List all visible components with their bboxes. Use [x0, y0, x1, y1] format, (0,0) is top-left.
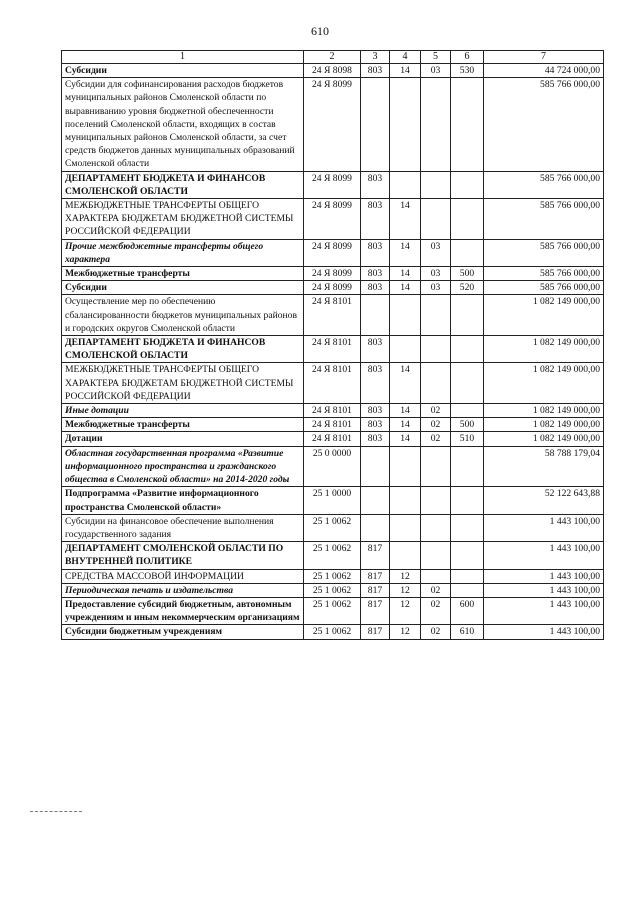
row-col3: 817 [361, 597, 390, 624]
row-col4: 14 [390, 363, 421, 404]
row-col4 [390, 542, 421, 569]
row-col6 [451, 569, 484, 583]
row-col5 [421, 295, 451, 336]
row-name: Дотации [62, 432, 304, 446]
row-col5 [421, 363, 451, 404]
row-col6 [451, 487, 484, 514]
row-name: Субсидии [62, 281, 304, 295]
row-name: Прочие межбюджетные трансферты общего характера [62, 239, 304, 266]
row-col4 [390, 514, 421, 541]
row-name: Межбюджетные трансферты [62, 418, 304, 432]
row-code: 24 Я 8099 [304, 239, 361, 266]
row-col3: 803 [361, 239, 390, 266]
row-col3: 803 [361, 171, 390, 198]
row-amount: 1 082 149 000,00 [484, 363, 604, 404]
row-amount: 44 724 000,00 [484, 64, 604, 78]
row-amount: 585 766 000,00 [484, 281, 604, 295]
row-code: 24 Я 8099 [304, 78, 361, 171]
row-col5 [421, 514, 451, 541]
column-header: 2 [304, 51, 361, 64]
column-header: 7 [484, 51, 604, 64]
row-col4 [390, 336, 421, 363]
row-col3: 803 [361, 432, 390, 446]
row-amount: 1 443 100,00 [484, 569, 604, 583]
row-col6 [451, 583, 484, 597]
table-row [62, 363, 604, 404]
table-row [62, 404, 604, 418]
row-amount: 1 443 100,00 [484, 583, 604, 597]
column-header: 5 [421, 51, 451, 64]
column-header: 4 [390, 51, 421, 64]
row-col4: 14 [390, 239, 421, 266]
row-col4: 14 [390, 432, 421, 446]
row-col3 [361, 295, 390, 336]
row-col5 [421, 336, 451, 363]
table-row [62, 432, 604, 446]
row-amount: 585 766 000,00 [484, 239, 604, 266]
row-name: СРЕДСТВА МАССОВОЙ ИНФОРМАЦИИ [62, 569, 304, 583]
table-row [62, 239, 604, 266]
row-name: Субсидии на финансовое обеспечение выполнения государственного задания [62, 514, 304, 541]
row-amount: 1 082 149 000,00 [484, 418, 604, 432]
row-amount: 1 082 149 000,00 [484, 295, 604, 336]
row-col6: 530 [451, 64, 484, 78]
table-row [62, 281, 604, 295]
table-row [62, 542, 604, 569]
row-col4: 14 [390, 267, 421, 281]
row-name: Субсидии бюджетным учреждениям [62, 625, 304, 639]
row-col4: 14 [390, 199, 421, 240]
row-col5: 03 [421, 281, 451, 295]
row-name: МЕЖБЮДЖЕТНЫЕ ТРАНСФЕРТЫ ОБЩЕГО ХАРАКТЕРА БЮДЖЕТАМ БЮДЖЕТНОЙ СИСТЕМЫ РОССИЙСКОЙ ФЕДЕРАЦИИ [62, 199, 304, 240]
row-name: Областная государственная программа «Развитие информационного пространства и гражданского общества в Смоленской области» на 2014-2020 годы [62, 446, 304, 487]
row-col3: 803 [361, 363, 390, 404]
table-row [62, 267, 604, 281]
row-col6 [451, 239, 484, 266]
row-col3 [361, 78, 390, 171]
row-amount: 1 082 149 000,00 [484, 404, 604, 418]
row-name: ДЕПАРТАМЕНТ БЮДЖЕТА И ФИНАНСОВ СМОЛЕНСКОЙ ОБЛАСТИ [62, 171, 304, 198]
table-row [62, 171, 604, 198]
row-col5 [421, 171, 451, 198]
row-code: 24 Я 8098 [304, 64, 361, 78]
row-col3: 817 [361, 583, 390, 597]
row-col6: 510 [451, 432, 484, 446]
row-col5: 03 [421, 267, 451, 281]
table-row [62, 336, 604, 363]
row-code: 24 Я 8099 [304, 281, 361, 295]
row-amount: 1 082 149 000,00 [484, 432, 604, 446]
row-code: 25 1 0062 [304, 625, 361, 639]
row-col6 [451, 404, 484, 418]
row-name: ДЕПАРТАМЕНТ БЮДЖЕТА И ФИНАНСОВ СМОЛЕНСКОЙ ОБЛАСТИ [62, 336, 304, 363]
row-amount: 1 443 100,00 [484, 514, 604, 541]
row-col4: 12 [390, 597, 421, 624]
row-amount: 585 766 000,00 [484, 199, 604, 240]
row-col3: 817 [361, 569, 390, 583]
row-code: 24 Я 8101 [304, 432, 361, 446]
row-col4 [390, 78, 421, 171]
row-amount: 1 443 100,00 [484, 542, 604, 569]
table-row [62, 418, 604, 432]
page-number: 610 [311, 24, 329, 38]
row-code: 24 Я 8099 [304, 267, 361, 281]
row-col5: 03 [421, 239, 451, 266]
row-col4 [390, 487, 421, 514]
row-col3: 803 [361, 336, 390, 363]
row-amount: 585 766 000,00 [484, 78, 604, 171]
row-col3: 803 [361, 418, 390, 432]
row-col5: 02 [421, 625, 451, 639]
table-row [62, 446, 604, 487]
budget-table [61, 50, 604, 640]
row-code: 25 0 0000 [304, 446, 361, 487]
row-amount: 1 082 149 000,00 [484, 336, 604, 363]
row-col4: 14 [390, 418, 421, 432]
row-name: Межбюджетные трансферты [62, 267, 304, 281]
row-name: ДЕПАРТАМЕНТ СМОЛЕНСКОЙ ОБЛАСТИ ПО ВНУТРЕННЕЙ ПОЛИТИКЕ [62, 542, 304, 569]
row-col3: 803 [361, 281, 390, 295]
row-name: Иные дотации [62, 404, 304, 418]
row-code: 24 Я 8101 [304, 404, 361, 418]
table-row [62, 78, 604, 171]
row-col5 [421, 199, 451, 240]
table-header-row [62, 51, 604, 64]
table-row [62, 199, 604, 240]
row-col6: 500 [451, 267, 484, 281]
row-code: 25 1 0062 [304, 597, 361, 624]
row-code: 25 1 0000 [304, 487, 361, 514]
row-col3: 803 [361, 199, 390, 240]
row-col3 [361, 487, 390, 514]
row-col5: 03 [421, 64, 451, 78]
row-amount: 52 122 643,88 [484, 487, 604, 514]
row-code: 25 1 0062 [304, 514, 361, 541]
row-code: 24 Я 8101 [304, 418, 361, 432]
row-col3: 817 [361, 542, 390, 569]
row-col4: 12 [390, 569, 421, 583]
row-col5: 02 [421, 583, 451, 597]
table-row [62, 583, 604, 597]
row-code: 25 1 0062 [304, 583, 361, 597]
row-col5 [421, 446, 451, 487]
table-row [62, 514, 604, 541]
row-col6: 610 [451, 625, 484, 639]
row-col4: 14 [390, 281, 421, 295]
row-code: 24 Я 8101 [304, 363, 361, 404]
row-col6: 520 [451, 281, 484, 295]
row-code: 24 Я 8101 [304, 295, 361, 336]
row-name: Осуществление мер по обеспечению сбалансированности бюджетов муниципальных районов и городских округов Смоленской области [62, 295, 304, 336]
row-col4: 14 [390, 404, 421, 418]
row-col3: 817 [361, 625, 390, 639]
row-name: Субсидии для софинансирования расходов бюджетов муниципальных районов Смоленской области по выравниванию уровня бюджетной обеспеченности поселений Смоленской области, входящих в состав муниципальных районов Смоленской области, за счет средств бюджетов данных муниципальных образований Смоленской области [62, 78, 304, 171]
row-col6 [451, 78, 484, 171]
row-col6 [451, 514, 484, 541]
row-col4: 14 [390, 64, 421, 78]
row-col5: 02 [421, 597, 451, 624]
row-col3: 803 [361, 404, 390, 418]
row-col6 [451, 363, 484, 404]
row-col5 [421, 542, 451, 569]
row-col3: 803 [361, 267, 390, 281]
row-col6 [451, 295, 484, 336]
column-header: 6 [451, 51, 484, 64]
table-row [62, 295, 604, 336]
row-name: Предоставление субсидий бюджетным, автономным учреждениям и иным некоммерческим организациям [62, 597, 304, 624]
table-row [62, 625, 604, 639]
row-name: Подпрограмма «Развитие информационного пространства Смоленской области» [62, 487, 304, 514]
row-amount: 1 443 100,00 [484, 625, 604, 639]
row-amount: 585 766 000,00 [484, 267, 604, 281]
column-header: 3 [361, 51, 390, 64]
scan-artifact-line [30, 811, 82, 812]
row-col6 [451, 446, 484, 487]
row-col6 [451, 199, 484, 240]
table-row [62, 487, 604, 514]
row-col3 [361, 446, 390, 487]
row-name: МЕЖБЮДЖЕТНЫЕ ТРАНСФЕРТЫ ОБЩЕГО ХАРАКТЕРА БЮДЖЕТАМ БЮДЖЕТНОЙ СИСТЕМЫ РОССИЙСКОЙ ФЕДЕРАЦИИ [62, 363, 304, 404]
row-col4: 12 [390, 625, 421, 639]
row-code: 25 1 0062 [304, 569, 361, 583]
table-row [62, 64, 604, 78]
table-row [62, 597, 604, 624]
row-col5 [421, 487, 451, 514]
row-col6 [451, 542, 484, 569]
row-col3 [361, 514, 390, 541]
table-row [62, 569, 604, 583]
row-code: 24 Я 8099 [304, 199, 361, 240]
row-col6: 600 [451, 597, 484, 624]
row-code: 25 1 0062 [304, 542, 361, 569]
row-col5 [421, 569, 451, 583]
row-name: Периодическая печать и издательства [62, 583, 304, 597]
row-col4 [390, 446, 421, 487]
row-col6 [451, 171, 484, 198]
row-col3: 803 [361, 64, 390, 78]
row-col5: 02 [421, 432, 451, 446]
row-col5: 02 [421, 404, 451, 418]
row-col4 [390, 171, 421, 198]
row-col5: 02 [421, 418, 451, 432]
row-col4 [390, 295, 421, 336]
row-amount: 585 766 000,00 [484, 171, 604, 198]
row-col6: 500 [451, 418, 484, 432]
row-code: 24 Я 8101 [304, 336, 361, 363]
row-amount: 58 788 179,04 [484, 446, 604, 487]
row-col5 [421, 78, 451, 171]
row-amount: 1 443 100,00 [484, 597, 604, 624]
row-name: Субсидии [62, 64, 304, 78]
row-code: 24 Я 8099 [304, 171, 361, 198]
row-col6 [451, 336, 484, 363]
row-col4: 12 [390, 583, 421, 597]
column-header: 1 [62, 51, 304, 64]
